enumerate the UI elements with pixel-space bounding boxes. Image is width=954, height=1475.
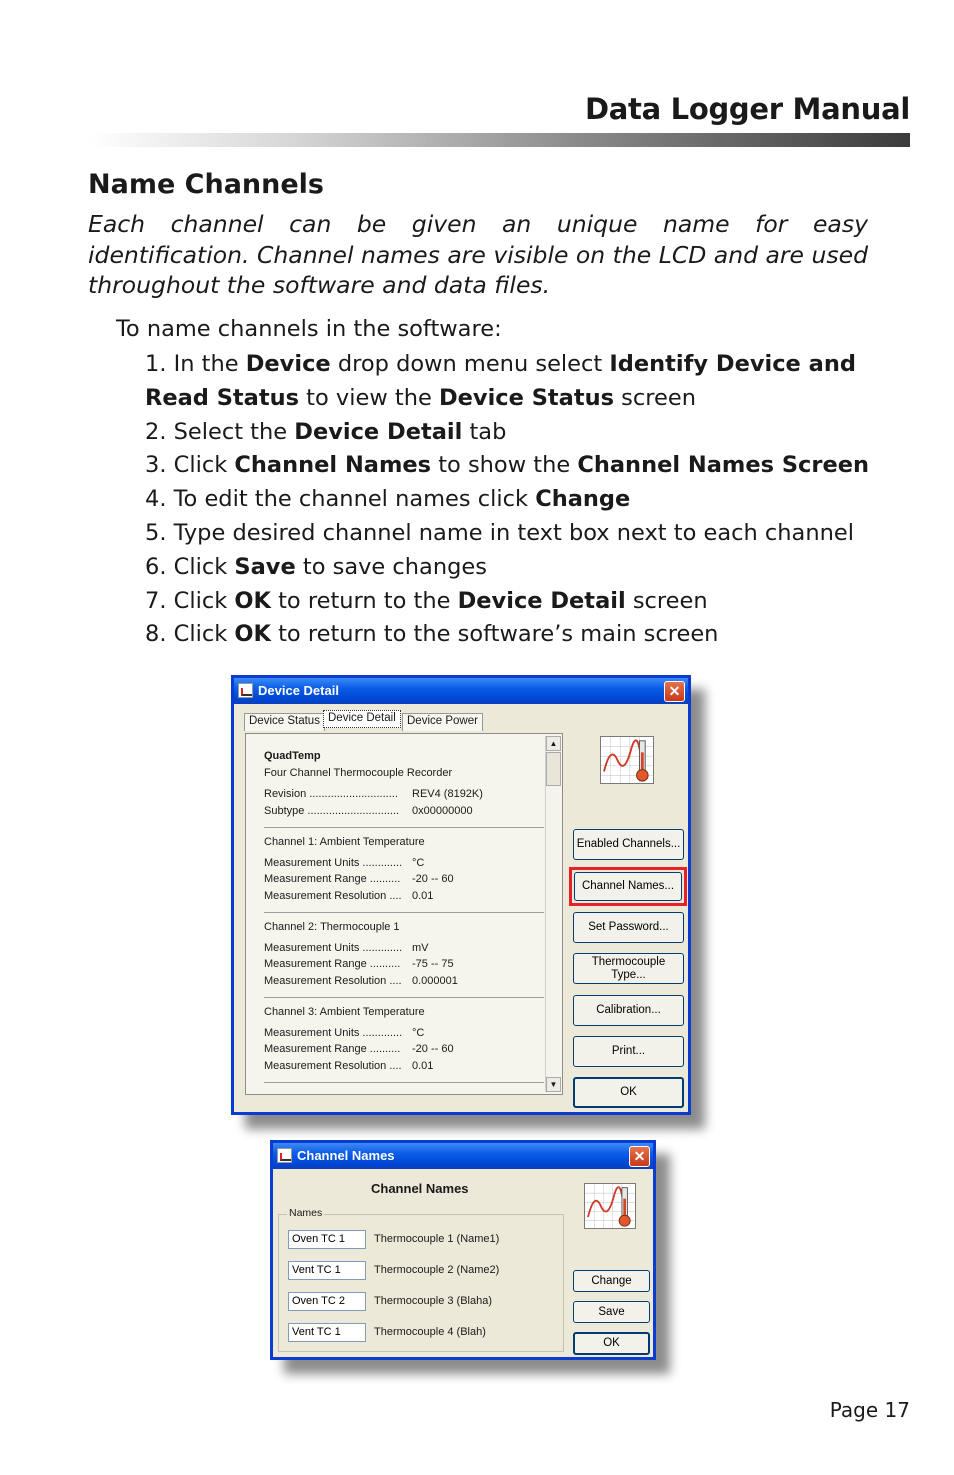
channel-range-value: -20 -- 60 [412,873,454,885]
instruction-step [145,348,885,416]
instructions-lead: To name channels in the software: [116,316,502,342]
chart-thermometer-icon [584,1183,636,1229]
revision-value: REV4 (8192K) [412,788,483,800]
channel-units-value: mV [412,941,429,954]
device-detail-window [231,675,691,1115]
manual-title: Data Logger Manual [585,92,910,126]
step-text: 6. Click [145,553,235,580]
step-text: 1. In the [145,351,246,377]
step-text: drop down menu select [330,351,610,377]
names-group-label: Names [289,1207,323,1219]
channel-name-input[interactable] [288,1292,366,1311]
step-emphasis: Device Status [438,384,615,411]
channel-resolution-row [264,973,544,990]
device-detail-titlebar[interactable] [234,678,688,704]
channel-divider [264,912,544,913]
step-emphasis: Change [535,486,631,513]
device-detail-panel [245,733,563,1095]
chart-thermometer-icon [600,736,654,784]
channel-name-row [288,1322,486,1342]
channel-name-label: Thermocouple 3 (Blaha) [374,1295,493,1307]
step-emphasis: Device [245,351,331,377]
channel-units-row [264,855,544,872]
channel-range-label: Measurement Range .......... [264,958,401,970]
step-emphasis: Device Detail [457,587,626,614]
channel-name-label: Thermocouple 4 (Blah) [374,1326,486,1338]
step-emphasis: Device Detail [294,418,463,445]
channel-name-row [288,1229,499,1249]
channel-names-titlebar[interactable] [273,1143,653,1169]
step-emphasis: Identify Device and Read Status [145,351,856,411]
channel-resolution-label: Measurement Resolution .... [264,1059,402,1072]
step-emphasis: Save [234,553,296,580]
window-title: Channel Names [297,1148,395,1163]
step-text: to save changes [295,553,487,580]
channel-units-value: °C [412,1026,425,1039]
channel-heading: Channel 1: Ambient Temperature [264,836,425,848]
channel-names-button[interactable]: Channel Names... [574,872,682,901]
channel-name-row [288,1260,499,1280]
channel-names-window [270,1140,656,1360]
tab-device-power[interactable]: Device Power [402,713,483,731]
app-icon [277,1148,292,1163]
thermocouple-type-button[interactable] [573,953,684,984]
channel-names-heading: Channel Names [371,1181,469,1196]
channel-names-ok-button[interactable]: OK [573,1332,650,1355]
channel-units-row [264,940,544,957]
enabled-channels-button[interactable]: Enabled Channels... [573,829,684,860]
channel-units-label: Measurement Units ............. [264,1026,403,1039]
window-title: Device Detail [258,683,339,698]
channel-range-value: -75 -- 75 [412,958,454,970]
step-text: to view the [299,384,439,411]
revision-row [264,786,544,803]
tab-device-status[interactable]: Device Status [244,713,325,731]
step-text: to return to the software’s main screen [270,621,719,648]
instruction-step [145,449,885,483]
scroll-up-icon[interactable]: ▲ [546,736,561,751]
instruction-step [145,585,885,619]
subtype-label: Subtype .............................. [264,804,400,817]
channel-range-row [264,1041,544,1058]
channel-range-label: Measurement Range .......... [264,1043,401,1055]
scroll-thumb[interactable] [546,752,561,786]
channel-units-label: Measurement Units ............. [264,856,403,869]
step-emphasis: Channel Names [234,452,432,479]
step-text: 5. Type desired channel name in text box next to each channel [145,519,854,546]
channel-name-input[interactable] [288,1261,366,1280]
channel-name-input[interactable] [288,1323,366,1342]
channel-units-row [264,1025,544,1042]
instruction-step [145,618,885,652]
print-button[interactable]: Print... [573,1036,684,1067]
device-name: QuadTemp [264,750,321,762]
step-emphasis: Channel Names Screen [577,452,870,479]
channel-resolution-label: Measurement Resolution .... [264,974,402,987]
channel-divider [264,997,544,998]
channel-heading: Channel 2: Thermocouple 1 [264,921,400,933]
channel-range-row [264,871,544,888]
instruction-step [145,483,885,517]
channel-resolution-label: Measurement Resolution .... [264,889,402,902]
channel-resolution-value: 0.01 [412,889,434,902]
channel-units-label: Measurement Units ............. [264,941,403,954]
instruction-step [145,551,885,585]
calibration-button[interactable]: Calibration... [573,995,684,1026]
step-text: 4. To edit the channel names click [145,486,536,513]
channel-divider [264,827,544,828]
channel-name-label: Thermocouple 2 (Name2) [374,1264,500,1276]
subtype-row [264,803,544,820]
save-button[interactable]: Save [573,1301,650,1323]
app-icon [238,683,253,698]
step-emphasis: OK [234,621,271,648]
channel-resolution-value: 0.01 [412,1059,434,1072]
close-icon[interactable]: ✕ [629,1146,650,1167]
step-emphasis: OK [234,587,271,614]
step-text: screen [614,384,696,411]
channel-range-label: Measurement Range .......... [264,873,401,885]
channel-heading: Channel 3: Ambient Temperature [264,1006,425,1018]
page-number: Page 17 [829,1398,910,1422]
thermocouple-type-line-1: Thermocouple [591,956,666,968]
section-title: Name Channels [88,169,324,200]
device-detail-ok-button[interactable]: OK [573,1077,684,1108]
subtype-value: 0x00000000 [412,804,473,817]
instruction-step [145,416,885,450]
channel-divider [264,1082,544,1083]
channel-range-row [264,956,544,973]
section-intro: Each channel can be given an unique name for easy identification. Channel names are visible on the LCD and are used throughout the software and data files. [88,210,868,299]
header-gradient-bar [88,133,910,147]
close-icon[interactable]: ✕ [664,681,685,702]
channel-resolution-row [264,888,544,905]
step-text: screen [625,587,708,614]
step-text: 7. Click [145,587,235,614]
channel-resolution-value: 0.000001 [412,974,458,987]
channel-range-value: -20 -- 60 [412,1043,454,1055]
channel-name-input[interactable] [288,1230,366,1249]
step-text: 8. Click [145,621,235,648]
set-password-button[interactable]: Set Password... [573,912,684,943]
step-text: to return to the [270,587,458,614]
device-description: Four Channel Thermocouple Recorder [264,766,453,779]
instruction-steps [145,348,885,652]
step-text: tab [462,418,507,445]
channel-name-label: Thermocouple 1 (Name1) [374,1233,500,1245]
channel-name-row [288,1291,492,1311]
step-text: 2. Select the [145,418,295,445]
channel-resolution-row [264,1058,544,1075]
revision-label: Revision ............................. [264,788,398,800]
channel-units-value: °C [412,856,425,869]
step-text: to show the [431,452,578,479]
step-text: 3. Click [145,452,235,479]
change-button[interactable]: Change [573,1270,650,1292]
scroll-down-icon[interactable]: ▼ [546,1077,561,1092]
thermocouple-type-line-2: Type... [611,969,646,981]
instruction-step [145,517,885,551]
detail-scrollbar[interactable] [545,736,560,1092]
tab-device-detail[interactable]: Device Detail [323,710,401,728]
